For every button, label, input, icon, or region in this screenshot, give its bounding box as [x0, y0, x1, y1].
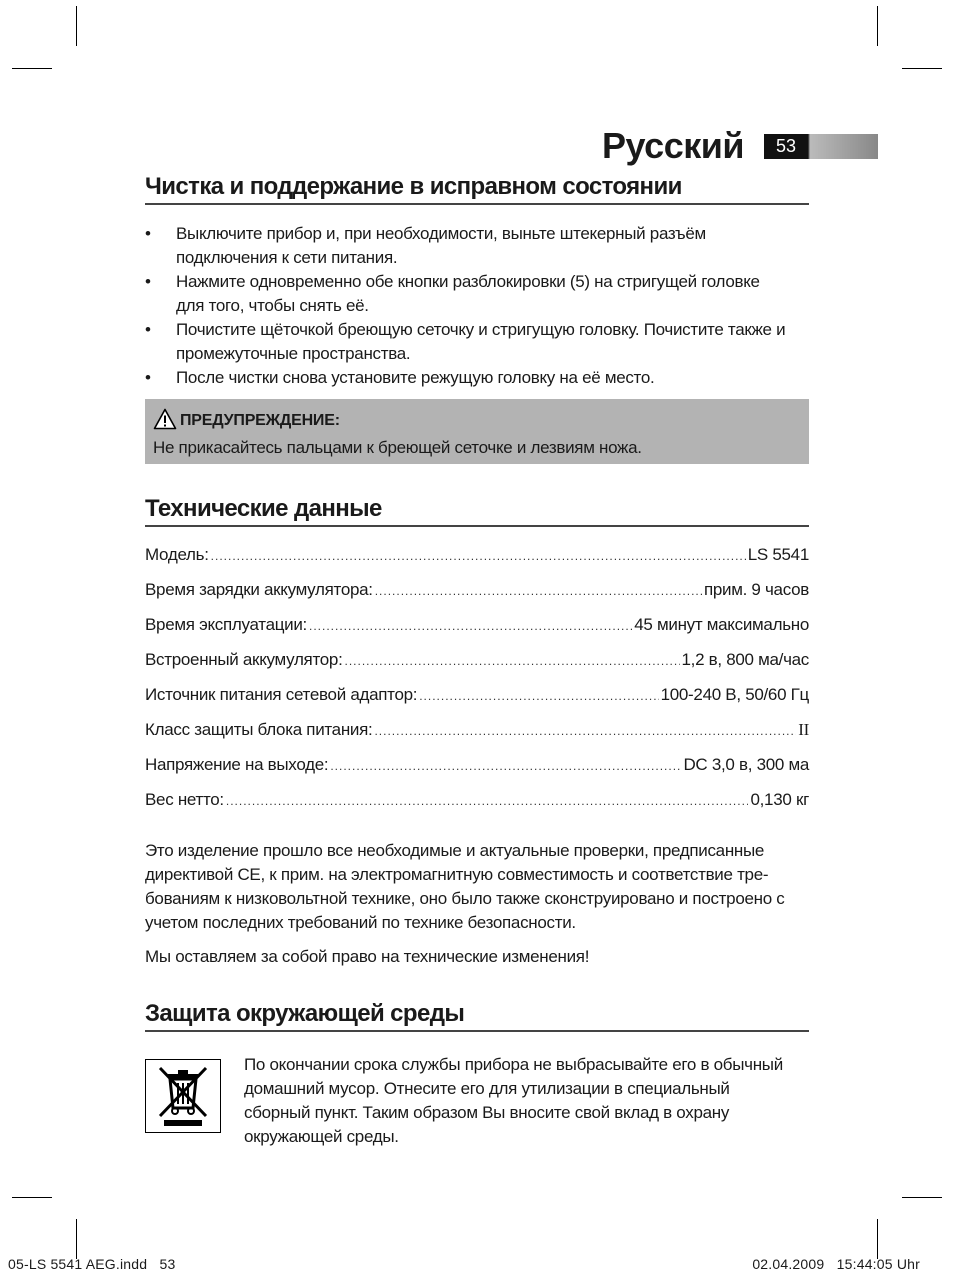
dot-leader [330, 759, 681, 773]
warning-triangle-icon [153, 408, 177, 430]
bullet-symbol: • [145, 224, 151, 243]
spec-label: Напряжение на выходе: [145, 755, 329, 774]
spec-row [145, 615, 809, 639]
spec-row [145, 790, 809, 814]
list-item: • Почистите щёточкой бреющую сеточку и стригущую головку. Почистите также и промежуточные пространства. [145, 320, 786, 363]
spec-value: 100-240 В, 50/60 Гц [660, 685, 809, 704]
dot-leader [226, 794, 749, 808]
spec-value: 45 минут максимально [634, 615, 809, 634]
crop-mark [76, 1219, 77, 1259]
spec-row [145, 685, 809, 709]
dot-leader [374, 724, 796, 738]
crop-mark [877, 6, 878, 46]
section-heading-specs: Технические данные [145, 494, 809, 527]
spec-value: LS 5541 [747, 545, 809, 564]
page-language-title: Русский [602, 125, 744, 166]
spec-row [145, 755, 809, 779]
list-item: • После чистки снова установите режущую головку на её место. [145, 366, 815, 390]
section-heading-environment: Защита окружающей среды [145, 999, 809, 1032]
spec-label: Модель: [145, 545, 209, 564]
spec-value: II [798, 720, 809, 739]
cleaning-bullet-list [145, 222, 815, 390]
spec-label: Вес нетто: [145, 790, 224, 809]
dot-leader [345, 654, 680, 668]
spec-label: Время зарядки аккумулятора: [145, 580, 373, 599]
crop-mark [902, 68, 942, 69]
list-item: • Выключите прибор и, при необходимости, выньте штекерный разъём подключения к сети питания. [145, 224, 706, 267]
page-number: 53 [775, 136, 797, 156]
spec-value: DC 3,0 в, 300 ма [683, 755, 809, 774]
spec-row [145, 650, 809, 674]
spec-row [145, 545, 809, 569]
footer-file-info: 05-LS 5541 AEG.indd 53 [8, 1256, 176, 1272]
crop-mark [76, 6, 77, 46]
dot-leader [309, 619, 632, 633]
environment-paragraph: По окончании срока службы прибора не выбрасывайте его в обычный домашний мусор. Отнесите его для утилизации в специальный сборный пункт. Таким образом Вы вносите свой вклад в охрану окружающей среды. [244, 1055, 783, 1146]
spec-label: Встроенный аккумулятор: [145, 650, 343, 669]
footer-timestamp: 02.04.2009 15:44:05 Uhr [752, 1256, 920, 1272]
spec-row [145, 580, 809, 604]
warning-text: Не прикасайтесь пальцами к бреющей сеточке и лезвиям ножа. [153, 438, 642, 457]
spec-value: 1,2 в, 800 ма/час [681, 650, 809, 669]
spec-label: Время эксплуатации: [145, 615, 307, 634]
spec-label: Класс защиты блока питания: [145, 720, 373, 739]
spec-row [145, 720, 809, 744]
crop-mark [12, 68, 52, 69]
crop-mark [12, 1197, 52, 1198]
dot-leader [419, 689, 658, 703]
spec-value: прим. 9 часов [703, 580, 809, 599]
crop-mark [902, 1197, 942, 1198]
spec-value: 0,130 кг [750, 790, 809, 809]
dot-leader [211, 549, 746, 563]
warning-box [145, 399, 809, 464]
bullet-symbol: • [145, 272, 151, 291]
weee-crossed-bin-icon [145, 1059, 221, 1133]
bullet-symbol: • [145, 368, 151, 387]
list-item: • Нажмите одновременно обе кнопки разблокировки (5) на стригущей головке для того, чтобы снять её. [145, 272, 760, 315]
dot-leader [375, 584, 702, 598]
warning-title: ПРЕДУПРЕЖДЕНИЕ: [180, 412, 340, 429]
bullet-symbol: • [145, 320, 151, 339]
crop-mark [877, 1219, 878, 1259]
section-heading-cleaning: Чистка и поддержание в исправном состоянии [145, 172, 809, 205]
spec-label: Источник питания сетевой адаптор: [145, 685, 418, 704]
technical-changes-note: Мы оставляем за собой право на технические изменения! [145, 947, 590, 966]
ce-conformity-paragraph: Это изделение прошло все необходимые и актуальные проверки, предписанные директивой CE, к прим. на электромагнитную совместимость и соответствие тре- бованиям к низковольтной технике, оно было также сконструировано и построено с учетом последних требований по технике безопасности. [145, 841, 785, 932]
